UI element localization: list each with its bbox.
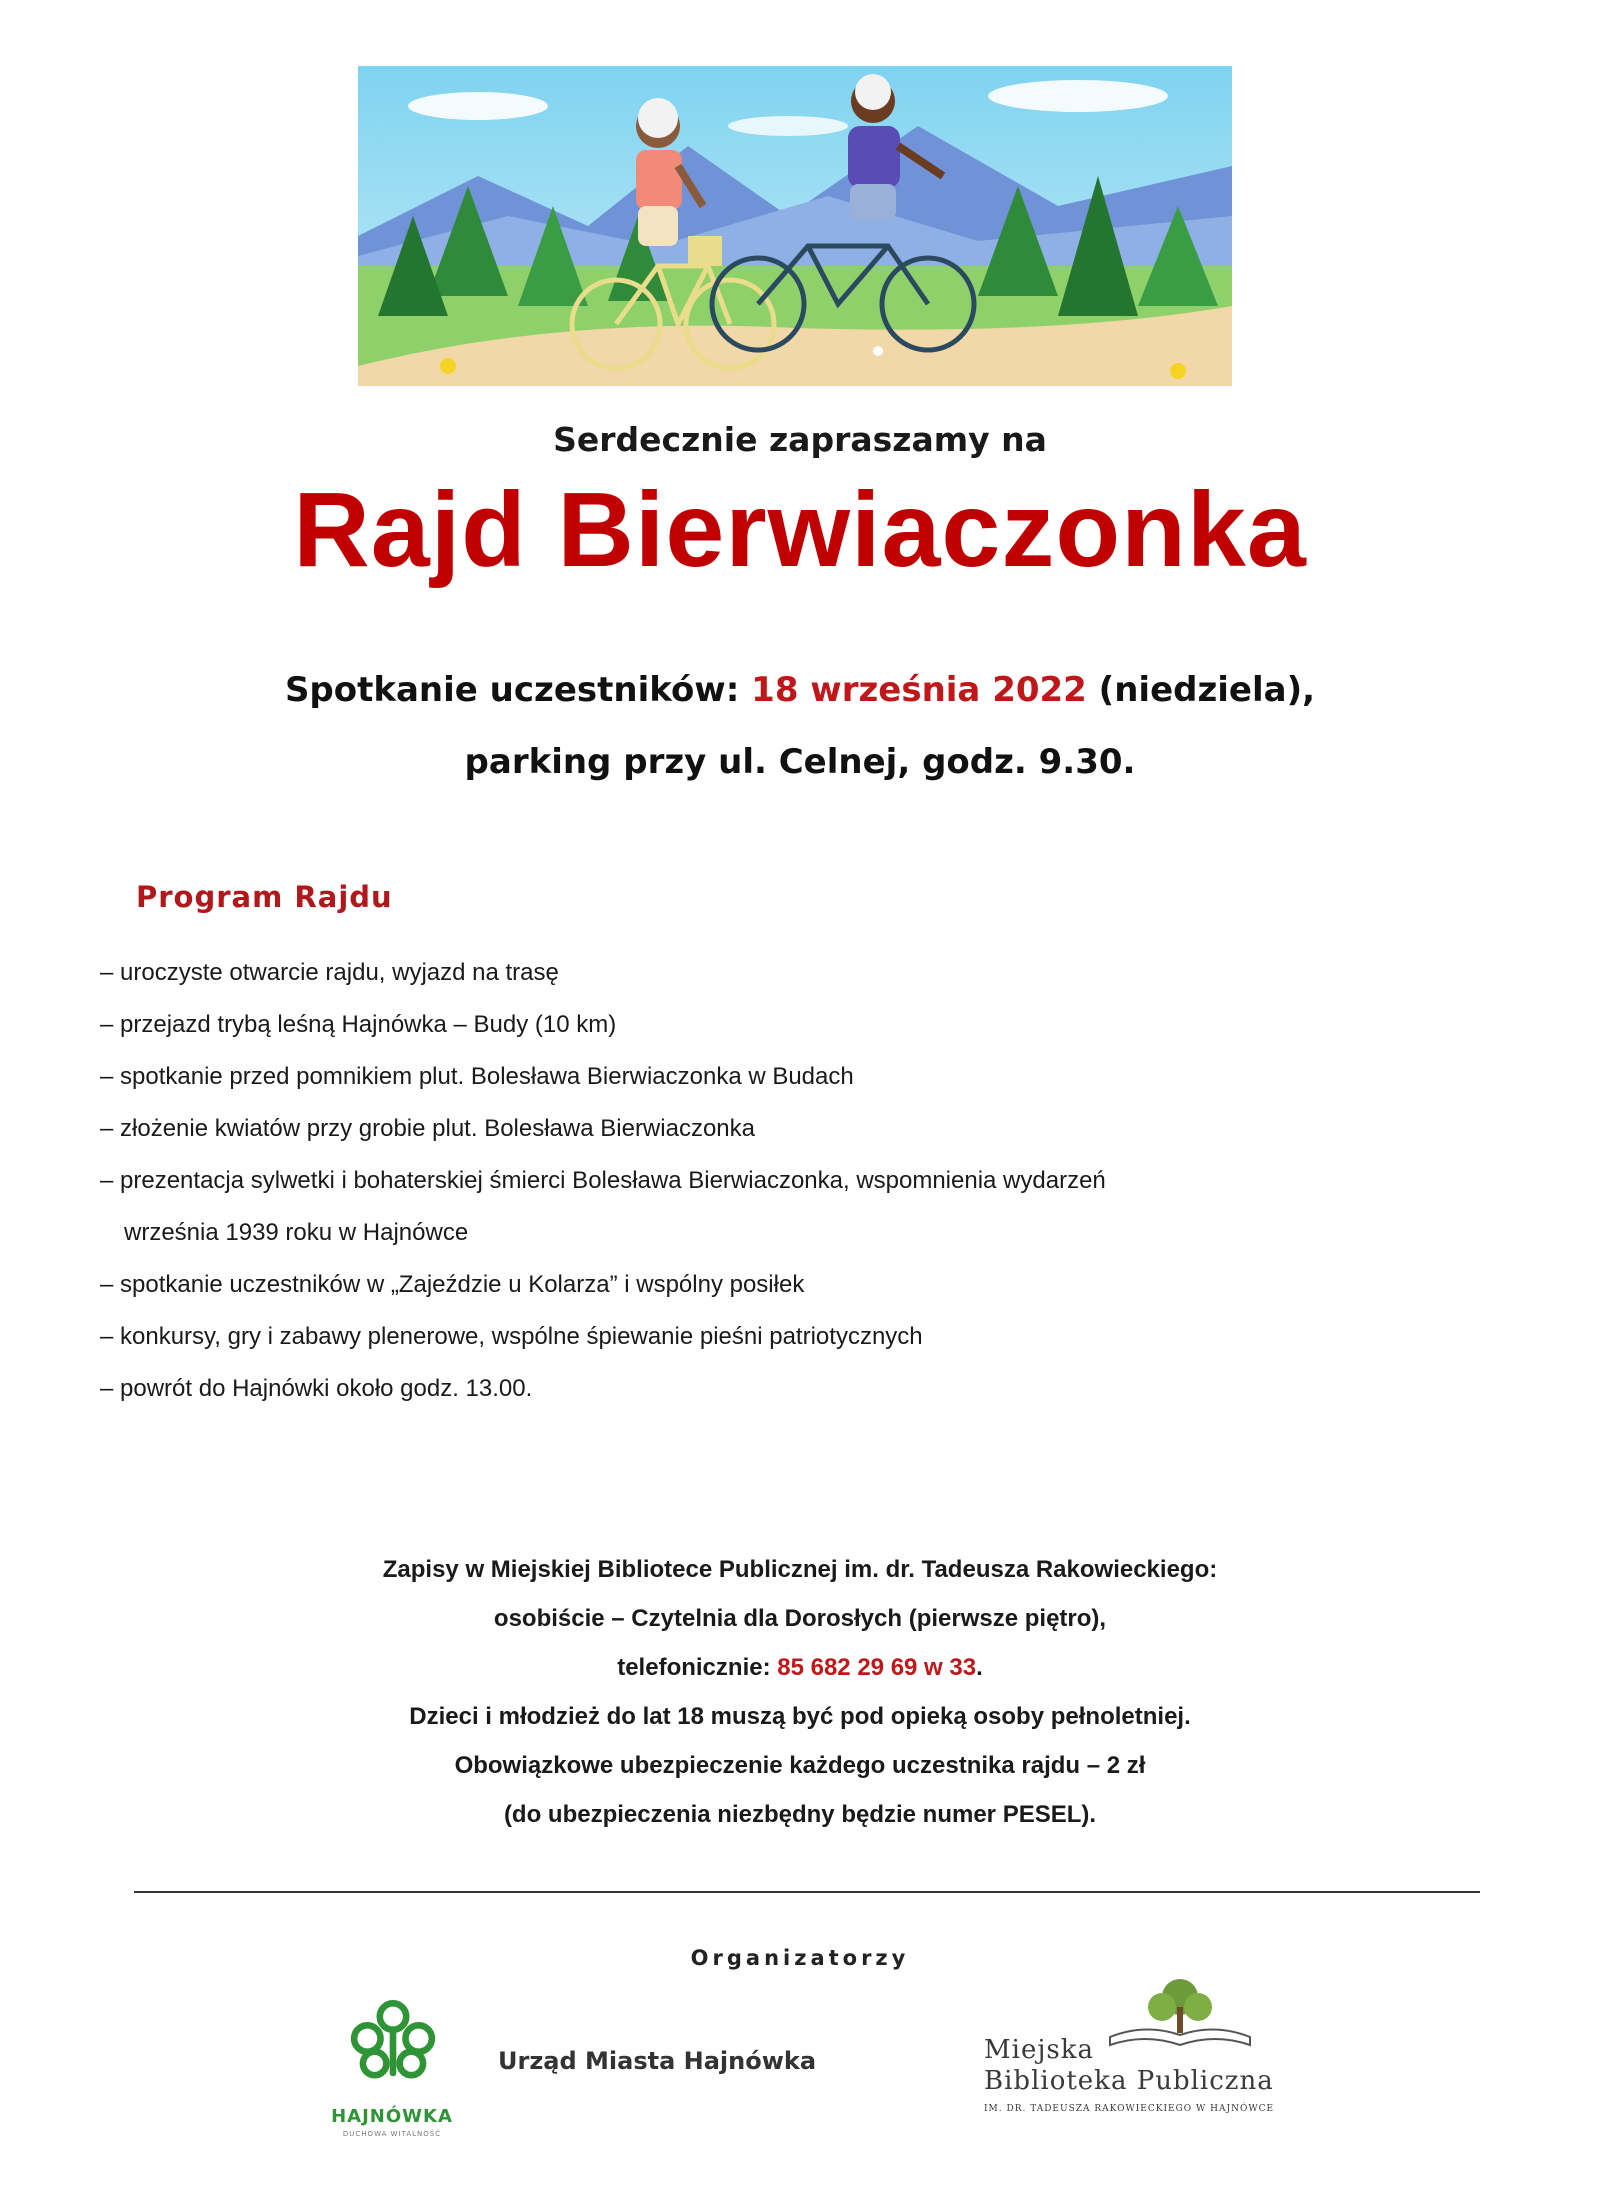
meeting-info-line-2: parking przy ul. Celnej, godz. 9.30.: [464, 742, 1136, 782]
invitation-line: Serdecznie zapraszamy na: [553, 420, 1047, 459]
meeting-info-line-1: [0, 670, 1600, 710]
program-item: – prezentacja sylwetki i bohaterskiej śmierci Bolesława Bierwiaczonka, wspomnienia wydarzeń: [100, 1167, 1106, 1194]
registration-line: osobiście – Czytelnia dla Dorosłych (pierwsze piętro),: [493, 1605, 1107, 1632]
meeting-date: 18 września 2022: [751, 670, 1087, 710]
library-name-line-3: IM. DR. TADEUSZA RAKOWIECKIEGO W HAJNÓWCE: [984, 2104, 1275, 2114]
hajnowka-logo-text: HAJNÓWKA: [331, 2106, 453, 2127]
phone-number: 85 682 29 69 w 33: [777, 1654, 977, 1681]
urzad-miasta-name: Urząd Miasta Hajnówka: [498, 2047, 817, 2075]
program-item: – konkursy, gry i zabawy plenerowe, wspólne śpiewanie pieśni patriotycznych: [100, 1323, 923, 1350]
program-item-continuation: września 1939 roku w Hajnówce: [124, 1219, 469, 1246]
registration-info: [0, 1545, 1600, 1839]
registration-line: Obowiązkowe ubezpieczenie każdego uczestnika rajdu – 2 zł: [454, 1752, 1146, 1779]
registration-line: (do ubezpieczenia niezbędny będzie numer PESEL).: [503, 1801, 1097, 1828]
program-item: – przejazd trybą leśną Hajnówka – Budy (10 km): [100, 1011, 617, 1038]
meeting-label: Spotkanie uczestników:: [284, 670, 752, 710]
program-list: [100, 947, 1400, 1415]
program-heading: Program Rajdu: [136, 880, 393, 914]
registration-phone-line: [0, 1643, 1600, 1692]
program-item: – uroczyste otwarcie rajdu, wyjazd na trasę: [100, 959, 559, 986]
divider: [134, 1891, 1480, 1893]
cyclists-illustration: [358, 66, 1232, 386]
phone-label: telefonicznie:: [617, 1654, 778, 1681]
program-item: – powrót do Hajnówki około godz. 13.00.: [100, 1375, 533, 1402]
meeting-weekday: (niedziela),: [1086, 670, 1316, 710]
registration-line: Dzieci i młodzież do lat 18 muszą być pod opieką osoby pełnoletniej.: [409, 1703, 1191, 1730]
library-name-line-2: Biblioteka Publiczna: [984, 2066, 1274, 2096]
event-title: Rajd Bierwiaczonka: [293, 471, 1307, 589]
library-name-line-1: Miejska: [984, 2035, 1094, 2065]
registration-line: Zapisy w Miejskiej Bibliotece Publicznej im. dr. Tadeusza Rakowieckiego:: [382, 1556, 1218, 1583]
program-item: – spotkanie przed pomnikiem plut. Bolesława Bierwiaczonka w Budach: [100, 1063, 854, 1090]
program-item: – złożenie kwiatów przy grobie plut. Bolesława Bierwiaczonka: [100, 1115, 755, 1142]
hajnowka-logo-tagline: DUCHOWA WITALNOŚĆ: [342, 2130, 442, 2138]
organizers-heading: Organizatorzy: [690, 1946, 910, 1970]
program-item: – spotkanie uczestników w „Zajeździe u Kolarza” i wspólny posiłek: [100, 1271, 805, 1298]
phone-period: .: [976, 1654, 983, 1681]
